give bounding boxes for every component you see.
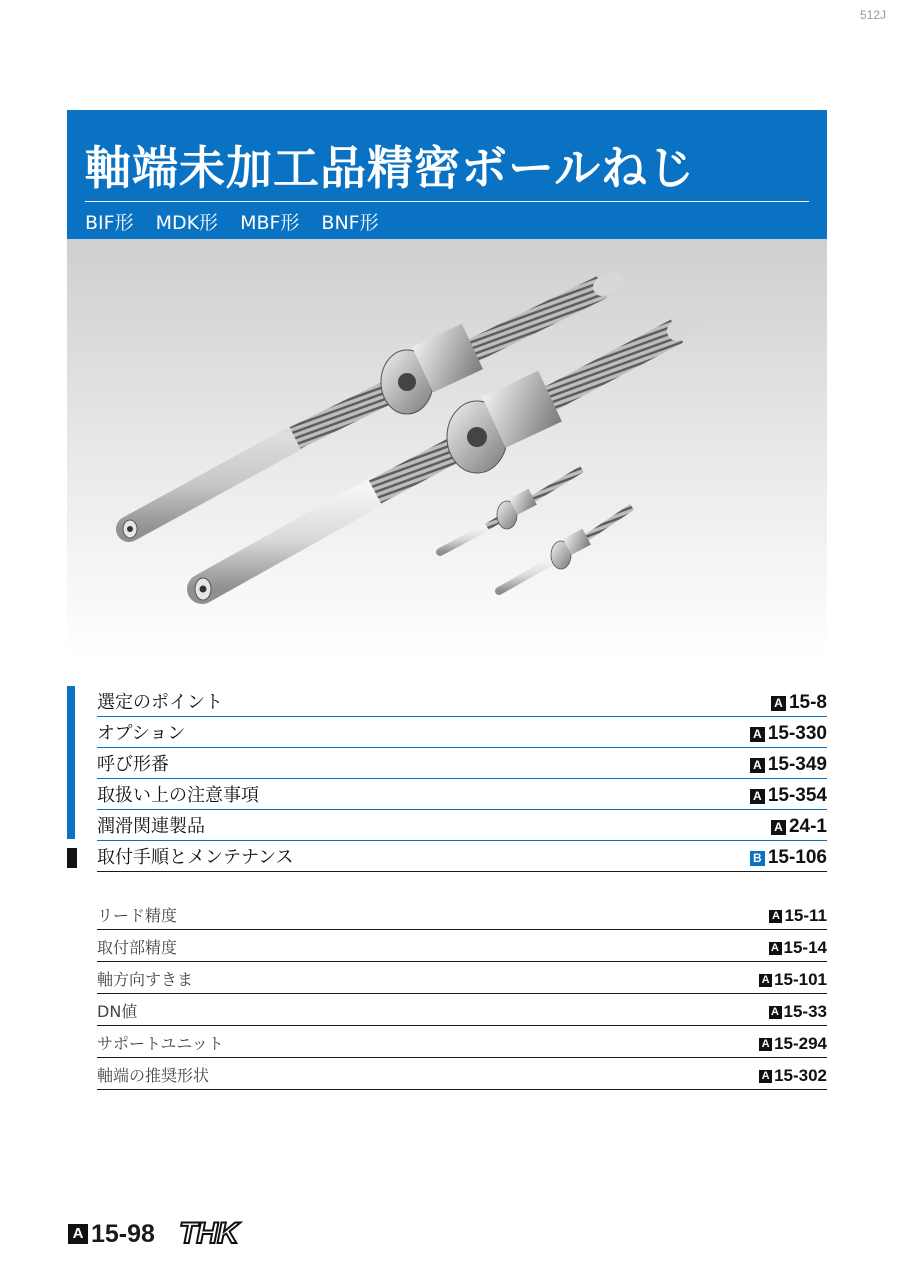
toc-item-label: 選定のポイント bbox=[97, 692, 223, 713]
sub-toc-item[interactable] bbox=[97, 994, 827, 1026]
page-ref: 15-106 bbox=[767, 847, 827, 868]
toc-item-ref[interactable] bbox=[750, 754, 827, 776]
page-ref: 24-1 bbox=[788, 816, 827, 837]
toc-item-label: 呼び形番 bbox=[97, 754, 169, 775]
page-footer bbox=[68, 1217, 238, 1251]
section-badge: A bbox=[771, 820, 786, 835]
toc-item[interactable] bbox=[97, 686, 827, 717]
section-badge: A bbox=[68, 1224, 88, 1244]
toc-item[interactable] bbox=[97, 717, 827, 748]
page-title: 軸端未加工品精密ボールねじ bbox=[85, 141, 696, 195]
sub-toc-ref[interactable] bbox=[769, 938, 827, 958]
model-bif: BIF形 bbox=[85, 212, 134, 234]
footer-page-number bbox=[68, 1220, 155, 1249]
sub-toc-item[interactable] bbox=[97, 962, 827, 994]
toc-item-label: 取扱い上の注意事項 bbox=[97, 785, 259, 806]
page-ref: 15-354 bbox=[767, 785, 827, 806]
page-number: 15-98 bbox=[91, 1219, 155, 1248]
ball-screw-small-1 bbox=[440, 469, 582, 552]
toc-item-ref[interactable] bbox=[750, 847, 827, 869]
sub-toc-label: サポートユニット bbox=[97, 1034, 224, 1053]
page-ref: 15-349 bbox=[767, 754, 827, 775]
toc-item-ref[interactable] bbox=[750, 723, 827, 745]
sub-toc-label: 取付部精度 bbox=[97, 938, 178, 957]
sub-toc-label: 軸方向すきま bbox=[97, 970, 194, 989]
toc-item[interactable] bbox=[97, 841, 827, 872]
section-badge: A bbox=[769, 1006, 782, 1019]
section-marker-black bbox=[67, 848, 77, 868]
sub-toc-item[interactable] bbox=[97, 1026, 827, 1058]
page-ref: 15-294 bbox=[774, 1034, 827, 1053]
product-photo bbox=[67, 239, 827, 659]
sub-toc-label: 軸端の推奨形状 bbox=[97, 1066, 210, 1085]
page-ref: 15-302 bbox=[774, 1066, 827, 1085]
toc-item-label: 取付手順とメンテナンス bbox=[97, 847, 294, 868]
toc-item-ref[interactable] bbox=[771, 816, 827, 838]
page-ref: 15-101 bbox=[774, 970, 827, 989]
toc-item-label: 潤滑関連製品 bbox=[97, 816, 205, 837]
thk-logo: THK bbox=[178, 1217, 238, 1250]
section-badge: A bbox=[750, 727, 765, 742]
toc-item-ref[interactable] bbox=[771, 692, 827, 714]
sub-toc-ref[interactable] bbox=[759, 1066, 827, 1086]
sub-toc-ref[interactable] bbox=[769, 1002, 827, 1022]
sub-toc-item[interactable] bbox=[97, 1058, 827, 1090]
page-ref: 15-330 bbox=[767, 723, 827, 744]
sub-toc-ref[interactable] bbox=[759, 970, 827, 990]
section-badge: B bbox=[750, 851, 765, 866]
sub-toc-label: リード精度 bbox=[97, 906, 178, 925]
section-bar-blue bbox=[67, 686, 75, 839]
sub-toc-item[interactable] bbox=[97, 930, 827, 962]
toc-item-ref[interactable] bbox=[750, 785, 827, 807]
sub-contents-list bbox=[97, 898, 827, 1090]
sub-toc-label: DN値 bbox=[97, 1002, 138, 1021]
main-contents-list bbox=[67, 686, 827, 872]
model-mdk: MDK形 bbox=[155, 212, 219, 234]
section-badge: A bbox=[769, 942, 782, 955]
section-badge: A bbox=[750, 789, 765, 804]
section-badge: A bbox=[759, 974, 772, 987]
banner-divider bbox=[85, 201, 809, 202]
section-badge: A bbox=[759, 1038, 772, 1051]
page-code: 512J bbox=[859, 8, 886, 22]
model-mbf: MBF形 bbox=[240, 212, 300, 234]
sub-toc-ref[interactable] bbox=[759, 1034, 827, 1054]
toc-item[interactable] bbox=[97, 748, 827, 779]
toc-item-label: オプション bbox=[97, 723, 186, 744]
page-ref: 15-8 bbox=[788, 692, 827, 713]
toc-item[interactable] bbox=[97, 779, 827, 810]
page-ref: 15-11 bbox=[784, 906, 827, 925]
sub-toc-ref[interactable] bbox=[769, 906, 827, 926]
page-ref: 15-33 bbox=[783, 1002, 827, 1021]
ball-screw-illustration bbox=[67, 239, 827, 659]
title-banner bbox=[67, 110, 827, 239]
toc-item[interactable] bbox=[97, 810, 827, 841]
page-ref: 15-14 bbox=[783, 938, 827, 957]
ball-screw-small-2 bbox=[499, 507, 632, 591]
section-badge: A bbox=[771, 696, 786, 711]
section-badge: A bbox=[759, 1070, 772, 1083]
sub-toc-item[interactable] bbox=[97, 898, 827, 930]
section-badge: A bbox=[750, 758, 765, 773]
section-badge: A bbox=[769, 910, 782, 923]
model-list bbox=[85, 208, 379, 235]
model-bnf: BNF形 bbox=[321, 212, 379, 234]
